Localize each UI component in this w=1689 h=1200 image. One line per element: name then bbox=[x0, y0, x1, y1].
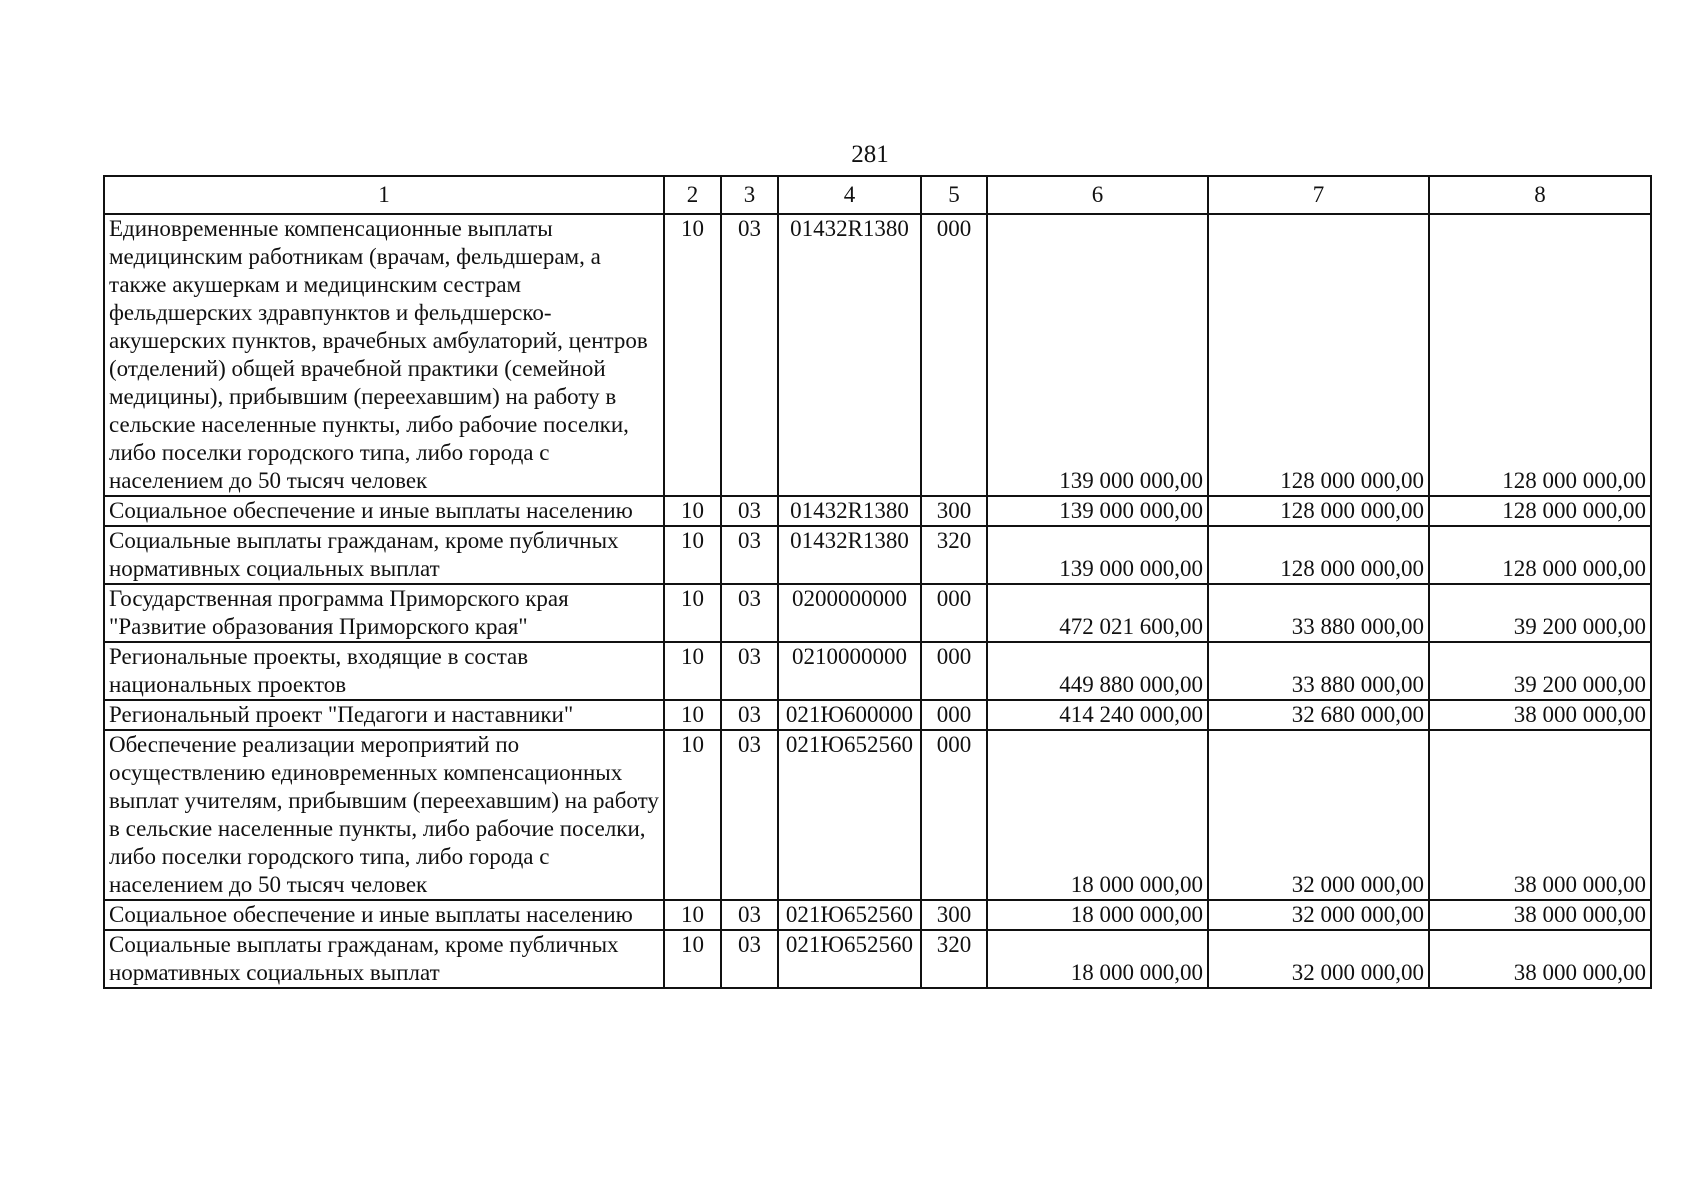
amount-col7-cell: 32 000 000,00 bbox=[1208, 730, 1429, 900]
table-row bbox=[104, 584, 1651, 642]
target-code-cell: 01432R1380 bbox=[778, 496, 921, 526]
expense-type-cell: 000 bbox=[921, 730, 987, 900]
amount-col7-cell: 32 000 000,00 bbox=[1208, 930, 1429, 988]
item-name-cell: Государственная программа Приморского края "Развитие образования Приморского края" bbox=[104, 584, 664, 642]
column-header: 7 bbox=[1208, 176, 1429, 214]
table-row bbox=[104, 730, 1651, 900]
expense-type-cell: 300 bbox=[921, 900, 987, 930]
subsection-cell: 03 bbox=[721, 930, 778, 988]
column-header: 6 bbox=[987, 176, 1208, 214]
item-name-cell: Региональный проект "Педагоги и наставники" bbox=[104, 700, 664, 730]
target-code-cell: 0200000000 bbox=[778, 584, 921, 642]
item-name-cell: Обеспечение реализации мероприятий по осуществлению единовременных компенсационных выплат учителям, прибывшим (переехавшим) на работу в сельские населенные пункты, либо рабочие поселки, либо поселки городского типа, либо города с населением до 50 тысяч человек bbox=[104, 730, 664, 900]
amount-col6-cell: 139 000 000,00 bbox=[987, 214, 1208, 496]
target-code-cell: 021Ю652560 bbox=[778, 900, 921, 930]
expense-type-cell: 300 bbox=[921, 496, 987, 526]
amount-col8-cell: 38 000 000,00 bbox=[1429, 900, 1651, 930]
amount-col7-cell: 33 880 000,00 bbox=[1208, 584, 1429, 642]
table-row bbox=[104, 700, 1651, 730]
amount-col6-cell: 139 000 000,00 bbox=[987, 496, 1208, 526]
column-header: 4 bbox=[778, 176, 921, 214]
table-row bbox=[104, 526, 1651, 584]
section-cell: 10 bbox=[664, 526, 721, 584]
table-row bbox=[104, 642, 1651, 700]
amount-col6-cell: 449 880 000,00 bbox=[987, 642, 1208, 700]
header-row bbox=[104, 176, 1651, 214]
item-name-cell: Социальное обеспечение и иные выплаты населению bbox=[104, 496, 664, 526]
amount-col6-cell: 139 000 000,00 bbox=[987, 526, 1208, 584]
column-header: 2 bbox=[664, 176, 721, 214]
expense-type-cell: 000 bbox=[921, 584, 987, 642]
expense-type-cell: 320 bbox=[921, 526, 987, 584]
amount-col6-cell: 414 240 000,00 bbox=[987, 700, 1208, 730]
target-code-cell: 0210000000 bbox=[778, 642, 921, 700]
table-row bbox=[104, 930, 1651, 988]
amount-col8-cell: 128 000 000,00 bbox=[1429, 526, 1651, 584]
amount-col6-cell: 18 000 000,00 bbox=[987, 730, 1208, 900]
section-cell: 10 bbox=[664, 930, 721, 988]
target-code-cell: 01432R1380 bbox=[778, 526, 921, 584]
item-name-cell: Региональные проекты, входящие в состав национальных проектов bbox=[104, 642, 664, 700]
item-name-cell: Социальное обеспечение и иные выплаты населению bbox=[104, 900, 664, 930]
table-row bbox=[104, 900, 1651, 930]
target-code-cell: 021Ю652560 bbox=[778, 930, 921, 988]
amount-col8-cell: 38 000 000,00 bbox=[1429, 730, 1651, 900]
amount-col7-cell: 128 000 000,00 bbox=[1208, 526, 1429, 584]
item-name-cell: Социальные выплаты гражданам, кроме публичных нормативных социальных выплат bbox=[104, 526, 664, 584]
subsection-cell: 03 bbox=[721, 900, 778, 930]
amount-col8-cell: 128 000 000,00 bbox=[1429, 496, 1651, 526]
column-header: 1 bbox=[104, 176, 664, 214]
table-row bbox=[104, 214, 1651, 496]
subsection-cell: 03 bbox=[721, 496, 778, 526]
amount-col8-cell: 38 000 000,00 bbox=[1429, 700, 1651, 730]
amount-col7-cell: 128 000 000,00 bbox=[1208, 496, 1429, 526]
expense-type-cell: 000 bbox=[921, 642, 987, 700]
column-header: 8 bbox=[1429, 176, 1651, 214]
expense-type-cell: 000 bbox=[921, 700, 987, 730]
amount-col8-cell: 39 200 000,00 bbox=[1429, 584, 1651, 642]
budget-table bbox=[103, 175, 1652, 989]
amount-col7-cell: 32 680 000,00 bbox=[1208, 700, 1429, 730]
expense-type-cell: 000 bbox=[921, 214, 987, 496]
subsection-cell: 03 bbox=[721, 526, 778, 584]
page-number: 281 bbox=[851, 141, 889, 168]
target-code-cell: 01432R1380 bbox=[778, 214, 921, 496]
amount-col7-cell: 33 880 000,00 bbox=[1208, 642, 1429, 700]
item-name-cell: Социальные выплаты гражданам, кроме публичных нормативных социальных выплат bbox=[104, 930, 664, 988]
column-header: 3 bbox=[721, 176, 778, 214]
subsection-cell: 03 bbox=[721, 584, 778, 642]
target-code-cell: 021Ю652560 bbox=[778, 730, 921, 900]
subsection-cell: 03 bbox=[721, 700, 778, 730]
section-cell: 10 bbox=[664, 214, 721, 496]
section-cell: 10 bbox=[664, 496, 721, 526]
section-cell: 10 bbox=[664, 730, 721, 900]
subsection-cell: 03 bbox=[721, 214, 778, 496]
section-cell: 10 bbox=[664, 900, 721, 930]
amount-col7-cell: 128 000 000,00 bbox=[1208, 214, 1429, 496]
subsection-cell: 03 bbox=[721, 730, 778, 900]
table-row bbox=[104, 496, 1651, 526]
section-cell: 10 bbox=[664, 642, 721, 700]
subsection-cell: 03 bbox=[721, 642, 778, 700]
amount-col6-cell: 18 000 000,00 bbox=[987, 900, 1208, 930]
target-code-cell: 021Ю600000 bbox=[778, 700, 921, 730]
section-cell: 10 bbox=[664, 700, 721, 730]
column-header: 5 bbox=[921, 176, 987, 214]
amount-col6-cell: 18 000 000,00 bbox=[987, 930, 1208, 988]
amount-col8-cell: 38 000 000,00 bbox=[1429, 930, 1651, 988]
section-cell: 10 bbox=[664, 584, 721, 642]
amount-col6-cell: 472 021 600,00 bbox=[987, 584, 1208, 642]
expense-type-cell: 320 bbox=[921, 930, 987, 988]
amount-col7-cell: 32 000 000,00 bbox=[1208, 900, 1429, 930]
amount-col8-cell: 128 000 000,00 bbox=[1429, 214, 1651, 496]
item-name-cell: Единовременные компенсационные выплаты медицинским работникам (врачам, фельдшерам, а также акушеркам и медицинским сестрам фельдшерских здравпунктов и фельдшерско-акушерских пунктов, врачебных амбулаторий, центров (отделений) общей врачебной практики (семейной медицины), прибывшим (переехавшим) на работу в сельские населенные пункты, либо рабочие поселки, либо поселки городского типа, либо города с населением до 50 тысяч человек bbox=[104, 214, 664, 496]
amount-col8-cell: 39 200 000,00 bbox=[1429, 642, 1651, 700]
